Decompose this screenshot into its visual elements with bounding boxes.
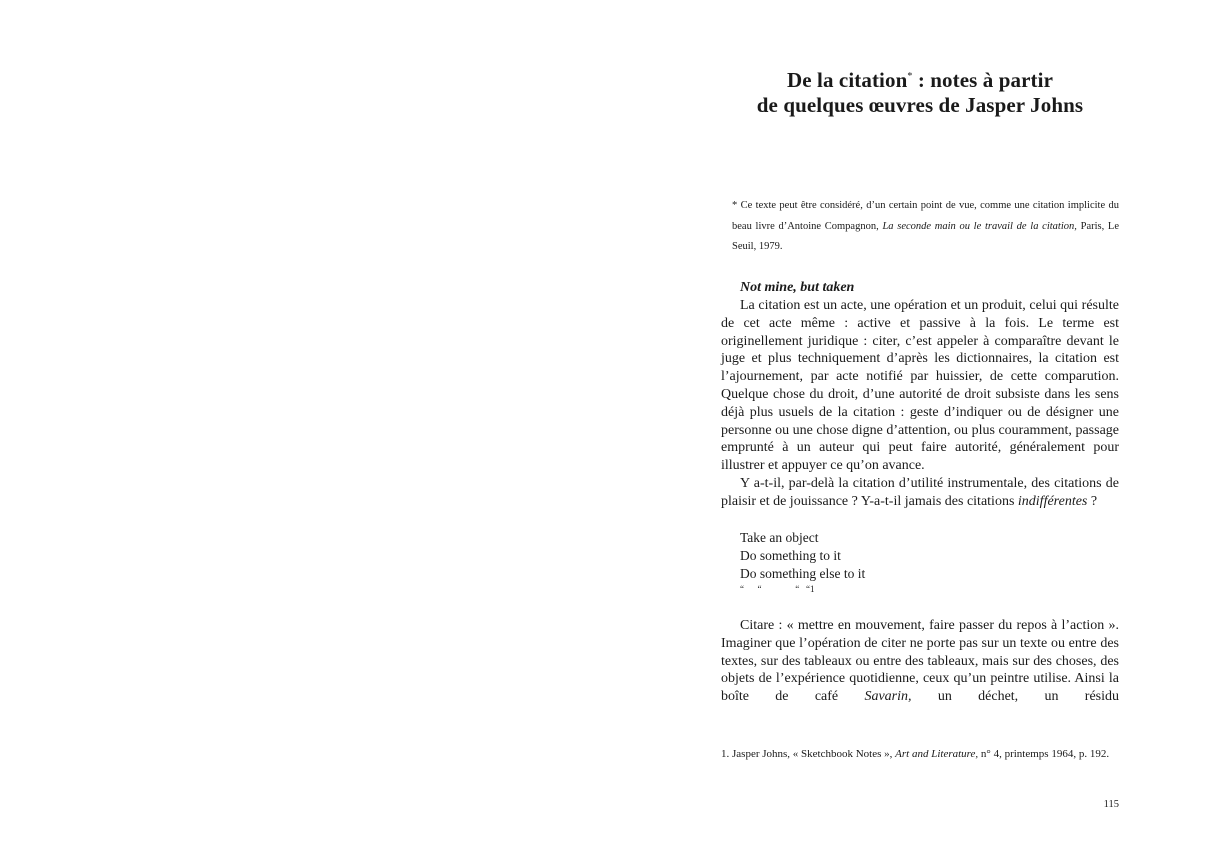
paragraph-1: La citation est un acte, une opération et un produit, celui qui résulte de cet acte même : active et passive à la fois. Le terme est originellement juridique : citer, c’est appeler à comparaître devant le juge et plus techniquement d’après les dictionnaires, la citation est l’ajournement, par acte notifié par huissier, de cette comparution. Quelque chose du droit, d’une autorité de droit subsiste dans les sens déjà plus usuels de la citation : geste d’indiquer ou de désigner une personne ou une chose digne d’attention, ou plus couramment, passage emprunté à un auteur qui peut faire autorité, généralement pour illustrer et appuyer ce qu’on avance. [721,298,1119,474]
body-text-top [721,297,1119,511]
title-line2: de quelques œuvres de Jasper Johns [756,93,1084,117]
chapter-title [721,68,1119,118]
journal-title: Art and Literature, [895,748,979,760]
title-line1: De la citation* : notes à partir [786,68,1053,92]
quoted-verse [740,529,865,595]
verse-line-3: Do something else to it [740,566,866,581]
verse-line-1: Take an object [740,530,819,545]
body-text-bottom [721,617,1119,706]
paragraph-2: Y a-t-il, par-delà la citation d’utilité instrumentale, des citations de plaisir et de jouissance ? Y-a-t-il jamais des citations indifférentes ? [721,475,1119,509]
paragraph-3: Citare : « mettre en mouvement, faire passer du repos à l’action ». Imaginer que l’opération de citer ne porte pas sur un texte ou entre des textes, sur des tableaux ou entre des tableaux, mais sur des choses, des objets de l’expérience quotidienne, ceux qu’un peintre utilise. Ainsi la boîte de café Savarin, un déchet, un résidu [721,618,1120,705]
verse-ditto-marks: “ “ “ “1 [740,584,815,594]
title-footnote-mark: * [907,71,913,82]
star-footnote: * Ce texte peut être considéré, d’un certain point de vue, comme une citation implicite du beau livre d’Antoine Compagnon, La seconde main ou le travail de la citation, Paris, Le Seuil, 1979. [732,200,1120,252]
section-heading: Not mine, but taken [740,280,855,295]
verse-line-2: Do something to it [740,548,841,563]
footnote-1: 1. Jasper Johns, « Sketchbook Notes », Art and Literature, n° 4, printemps 1964, p. 192. [721,748,1110,760]
page-number: 115 [1103,799,1119,810]
footnote-ref: 1 [809,584,815,594]
book-title: La seconde main ou le travail de la citation, [882,220,1077,232]
